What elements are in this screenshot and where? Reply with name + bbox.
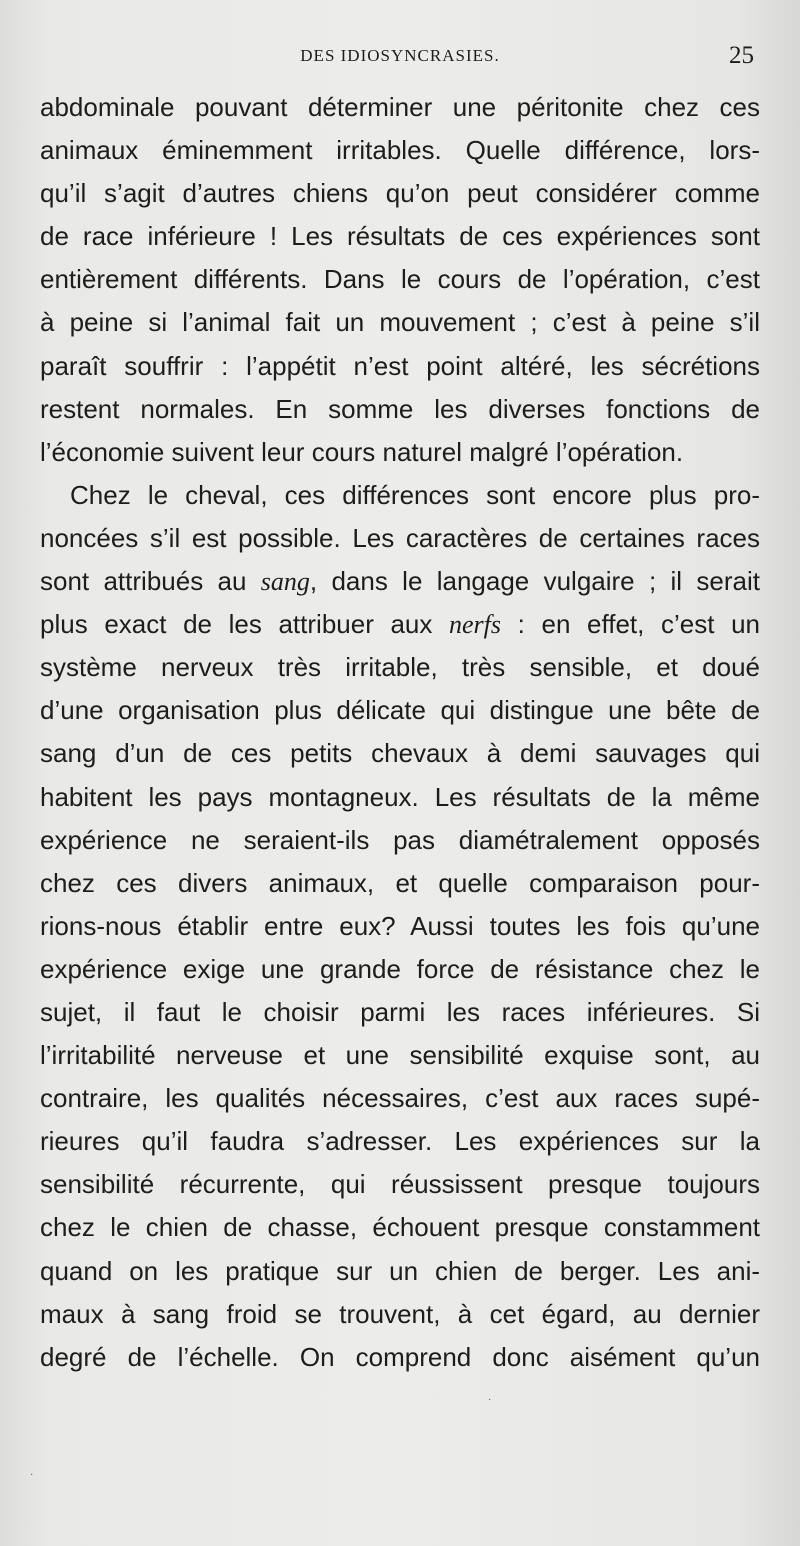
text-line: quand on les pratique sur un chien de berger. Les ani-	[40, 1255, 760, 1286]
body-text	[40, 86, 760, 1379]
paper-speck: ·	[30, 1470, 34, 1481]
text-line: d’une organisation plus délicate qui distingue une bête de	[40, 695, 760, 726]
text-line: rions-nous établir entre eux? Aussi toutes les fois qu’une	[40, 910, 760, 941]
paragraph-start-line: Chez le cheval, ces différences sont encore plus pro-	[70, 479, 760, 510]
paper-speck: ·	[488, 1395, 492, 1406]
text-line: sensibilité récurrente, qui réussissent presque toujours	[40, 1169, 760, 1200]
text-line: noncées s’il est possible. Les caractères de certaines races	[40, 522, 760, 553]
text-line: maux à sang froid se trouvent, à cet égard, au dernier	[40, 1298, 760, 1329]
text-line	[40, 560, 760, 603]
text-line: rieures qu’il faudra s’adresser. Les expériences sur la	[40, 1126, 760, 1157]
text-line: degré de l’échelle. On comprend donc aisément qu’un	[40, 1341, 760, 1372]
italic-word: nerfs	[449, 610, 502, 640]
text-segment: : en effet, c’est un	[501, 609, 760, 640]
italic-word: sang	[260, 567, 310, 597]
text-line: chez le chien de chasse, échouent presque constamment	[40, 1212, 760, 1243]
text-line: de race inférieure ! Les résultats de ces expériences sont	[40, 221, 760, 252]
text-line: l’irritabilité nerveuse et une sensibilité exquise sont, au	[40, 1040, 760, 1071]
text-line: restent normales. En somme les diverses fonctions de	[40, 393, 760, 424]
text-line: abdominale pouvant déterminer une péritonite chez ces	[40, 92, 760, 122]
text-line: sujet, il faut le choisir parmi les races inférieures. Si	[40, 996, 760, 1027]
text-line: expérience ne seraient-ils pas diamétralement opposés	[40, 824, 760, 855]
text-line: contraire, les qualités nécessaires, c’est aux races supé-	[40, 1083, 760, 1114]
text-line: à peine si l’animal fait un mouvement ; c’est à peine s’il	[40, 307, 760, 338]
running-title: DES IDIOSYNCRASIES.	[300, 46, 500, 65]
text-segment: plus exact de les attribuer aux	[40, 609, 450, 640]
text-line: habitent les pays montagneux. Les résultats de la même	[40, 781, 760, 812]
text-line: entièrement différents. Dans le cours de l’opération, c’est	[40, 264, 760, 295]
text-line: qu’il s’agit d’autres chiens qu’on peut considérer comme	[40, 178, 760, 209]
running-head	[40, 42, 760, 76]
text-segment: sont attribués au	[40, 566, 261, 597]
text-line: animaux éminemment irritables. Quelle différence, lors-	[40, 135, 760, 166]
text-line: expérience exige une grande force de résistance chez le	[40, 953, 760, 984]
text-line: paraît souffrir : l’appétit n’est point altéré, les sécrétions	[40, 350, 760, 381]
text-line: l’économie suivent leur cours naturel malgré l’opération.	[40, 436, 684, 467]
text-line: sang d’un de ces petits chevaux à demi sauvages qui	[40, 738, 760, 769]
text-segment: , dans le langage vulgaire ; il serait	[309, 566, 760, 597]
text-line: chez ces divers animaux, et quelle comparaison pour-	[40, 867, 760, 898]
page-number: 25	[729, 42, 754, 69]
text-line	[40, 603, 760, 646]
text-line: système nerveux très irritable, très sensible, et doué	[40, 652, 760, 683]
